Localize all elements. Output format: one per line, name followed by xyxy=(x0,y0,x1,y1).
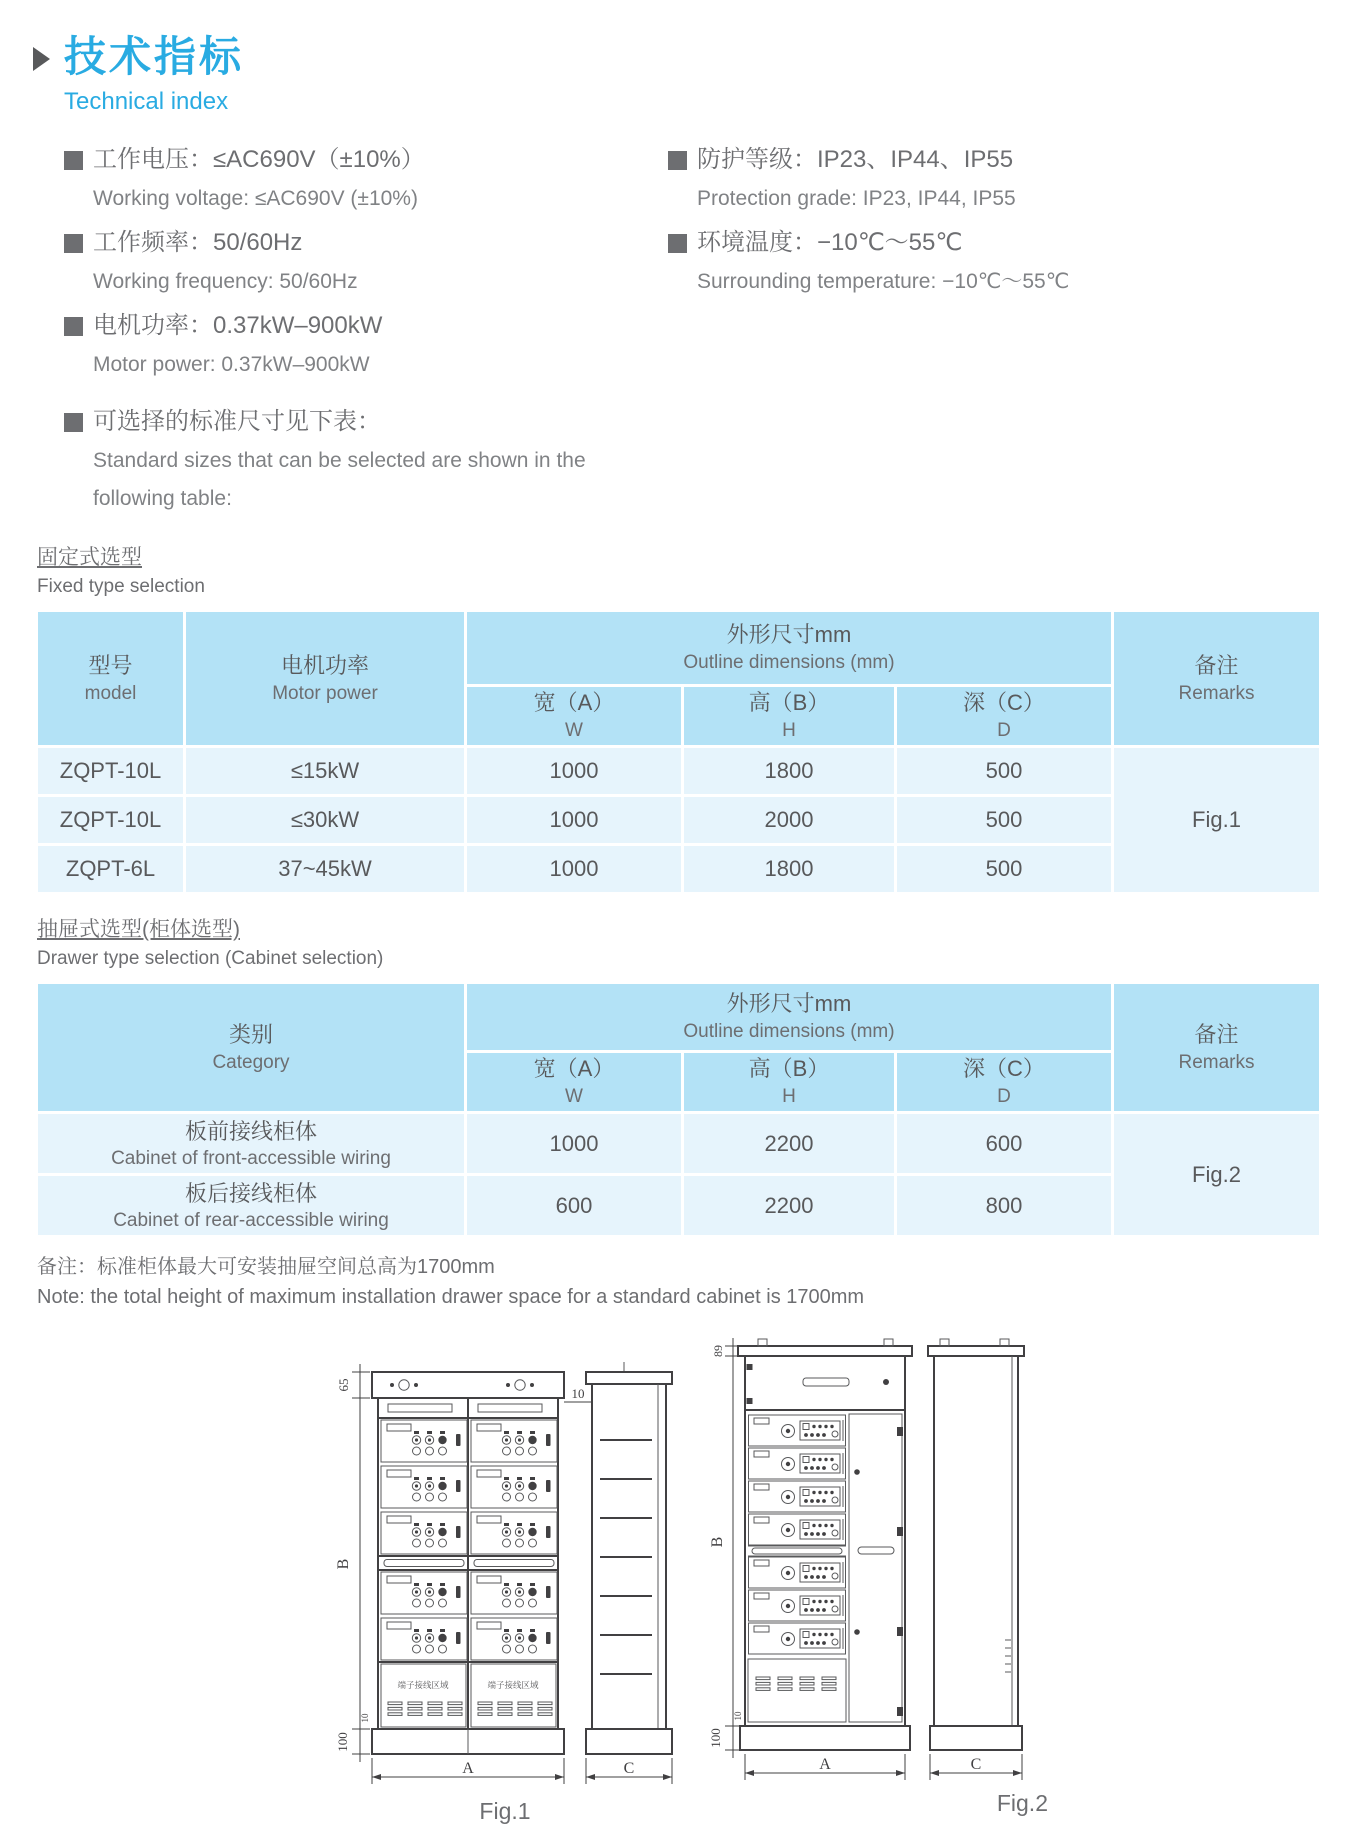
remarks-cell: Fig.2 xyxy=(1114,1114,1319,1235)
dim-label-fig1-inner: 10 xyxy=(360,1713,370,1723)
model-cell: ZQPT-10L xyxy=(38,797,183,843)
fig2-side-view xyxy=(928,1339,1024,1750)
figure-fig2 xyxy=(700,1322,1120,1817)
spec-label-zh: 可选择的标准尺寸见下表： xyxy=(93,408,381,435)
header-height-b: 高（B） H xyxy=(684,687,894,745)
header-outline-dimensions: 外形尺寸mm Outline dimensions (mm) xyxy=(467,612,1111,684)
table-footnote xyxy=(0,1252,1357,1312)
page-title: 技术指标 xyxy=(64,33,245,80)
dim-label-fig2-width: A xyxy=(819,1756,831,1773)
spec-label-zh: 环境温度：−10℃～55℃ xyxy=(697,229,963,256)
height-cell: 2200 xyxy=(684,1114,894,1173)
spec-label-en: Protection grade: IP23, IP44, IP55 xyxy=(697,187,1016,210)
header-remarks: 备注 Remarks xyxy=(1114,984,1319,1111)
fig2-caption: Fig.2 xyxy=(996,1790,1048,1816)
bullet-square-icon xyxy=(64,413,83,432)
width-cell: 1000 xyxy=(467,1114,681,1173)
fig1-front-view xyxy=(372,1372,564,1754)
dim-label-fig2-body: B xyxy=(709,1536,726,1548)
spec-label-zh: 防护等级：IP23、IP44、IP55 xyxy=(697,146,1014,173)
header-width-a: 宽（A） W xyxy=(467,1053,681,1111)
spec-item-protection-grade xyxy=(668,140,1357,218)
spec-column-left xyxy=(0,140,668,523)
spec-item-surrounding-temperature xyxy=(668,223,1357,301)
spec-label-zh: 工作频率：50/60Hz xyxy=(93,229,303,256)
category-cell: 板前接线柜体 Cabinet of front-accessible wiring xyxy=(38,1114,464,1173)
depth-cell: 500 xyxy=(897,748,1111,794)
power-cell: ≤30kW xyxy=(186,797,464,843)
figure-fig1 xyxy=(330,1352,680,1825)
dim-label-fig2-inner: 10 xyxy=(733,1711,743,1721)
bullet-square-icon xyxy=(64,234,83,253)
section-title-fixed xyxy=(0,543,1357,601)
drawer-selection-table xyxy=(35,981,1322,1238)
fig2-front-view xyxy=(738,1339,912,1750)
section-arrow-icon xyxy=(33,47,50,71)
header-outline-dimensions: 外形尺寸mm Outline dimensions (mm) xyxy=(467,984,1111,1050)
spec-list xyxy=(0,140,1357,523)
height-cell: 1800 xyxy=(684,846,894,892)
fig1-drawing xyxy=(330,1352,680,1792)
bullet-square-icon xyxy=(668,234,687,253)
header-depth-c: 深（C） D xyxy=(897,1053,1111,1111)
height-cell: 1800 xyxy=(684,748,894,794)
model-cell: ZQPT-6L xyxy=(38,846,183,892)
fig2-drawing xyxy=(700,1322,1120,1792)
spec-item-standard-sizes xyxy=(64,402,668,518)
header-height-b: 高（B） H xyxy=(684,1053,894,1111)
spec-label-zh: 电机功率：0.37kW–900kW xyxy=(93,312,383,339)
table-header-row xyxy=(38,612,1319,684)
table-row xyxy=(38,748,1319,794)
fig1-terminal-area-label: 端子接线区域 xyxy=(397,1681,449,1691)
dim-label-fig1-body: B xyxy=(335,1558,352,1570)
fig1-caption: Fig.1 xyxy=(479,1798,531,1824)
spec-label-en: Working frequency: 50/60Hz xyxy=(93,270,358,293)
width-cell: 600 xyxy=(467,1176,681,1235)
power-cell: ≤15kW xyxy=(186,748,464,794)
header-depth-c: 深（C） D xyxy=(897,687,1111,745)
spec-column-right xyxy=(668,140,1357,523)
dim-label-fig2-depth: C xyxy=(970,1756,982,1773)
spec-label-zh: 工作电压：≤AC690V（±10%） xyxy=(93,146,425,173)
table-header-row xyxy=(38,984,1319,1050)
header-motor-power: 电机功率 Motor power xyxy=(186,612,464,745)
spec-label-en: Motor power: 0.37kW–900kW xyxy=(93,353,370,376)
section-title-drawer xyxy=(0,915,1357,973)
header-width-a: 宽（A） W xyxy=(467,687,681,745)
bullet-square-icon xyxy=(64,151,83,170)
dim-label-fig2-cap: 89 xyxy=(711,1345,725,1357)
header-remarks: 备注 Remarks xyxy=(1114,612,1319,745)
spec-label-en: Surrounding temperature: −10℃～55℃ xyxy=(697,270,1070,293)
depth-cell: 800 xyxy=(897,1176,1111,1235)
dim-label-fig1-depth: C xyxy=(623,1760,635,1777)
spec-item-working-frequency xyxy=(64,223,668,301)
model-cell: ZQPT-10L xyxy=(38,748,183,794)
section-title-en: Fixed type selection xyxy=(37,576,205,597)
fig2-dimensions xyxy=(708,1338,1022,1780)
fig1-dimensions xyxy=(335,1364,672,1784)
page-header xyxy=(0,34,1357,116)
category-cell: 板后接线柜体 Cabinet of rear-accessible wiring xyxy=(38,1176,464,1235)
height-cell: 2000 xyxy=(684,797,894,843)
dim-label-fig1-width: A xyxy=(462,1760,474,1777)
spec-item-working-voltage xyxy=(64,140,668,218)
page-subtitle: Technical index xyxy=(64,88,229,115)
dim-label-fig1-cap: 65 xyxy=(336,1378,351,1392)
footnote-en: Note: the total height of maximum installation drawer space for a standard cabinet is 1700mm xyxy=(37,1286,865,1308)
figures-area xyxy=(0,1322,1357,1825)
depth-cell: 600 xyxy=(897,1114,1111,1173)
fig1-terminal-area-label: 端子接线区域 xyxy=(487,1681,539,1691)
dim-label-fig1-lip: 10 xyxy=(571,1386,585,1401)
spec-label-en: Working voltage: ≤AC690V (±10%) xyxy=(93,187,418,210)
fig1-side-view xyxy=(586,1362,672,1754)
fixed-selection-table xyxy=(35,609,1322,895)
section-title-en: Drawer type selection (Cabinet selection) xyxy=(37,948,384,969)
width-cell: 1000 xyxy=(467,846,681,892)
depth-cell: 500 xyxy=(897,846,1111,892)
spec-item-motor-power xyxy=(64,306,668,384)
header-category: 类别 Category xyxy=(38,984,464,1111)
bullet-square-icon xyxy=(668,151,687,170)
table-row xyxy=(38,1114,1319,1173)
height-cell: 2200 xyxy=(684,1176,894,1235)
depth-cell: 500 xyxy=(897,797,1111,843)
spec-label-en: Standard sizes that can be selected are shown in the following table: xyxy=(93,449,586,510)
section-title-zh: 固定式选型 xyxy=(37,546,142,569)
footnote-zh: 备注：标准柜体最大可安装抽屉空间总高为1700mm xyxy=(37,1256,495,1278)
width-cell: 1000 xyxy=(467,797,681,843)
power-cell: 37~45kW xyxy=(186,846,464,892)
bullet-square-icon xyxy=(64,317,83,336)
remarks-cell: Fig.1 xyxy=(1114,748,1319,892)
width-cell: 1000 xyxy=(467,748,681,794)
section-title-zh: 抽屉式选型(柜体选型) xyxy=(37,918,240,941)
dim-label-fig2-plinth: 100 xyxy=(708,1728,723,1748)
dim-label-fig1-plinth: 100 xyxy=(335,1732,350,1752)
header-model: 型号 model xyxy=(38,612,183,745)
